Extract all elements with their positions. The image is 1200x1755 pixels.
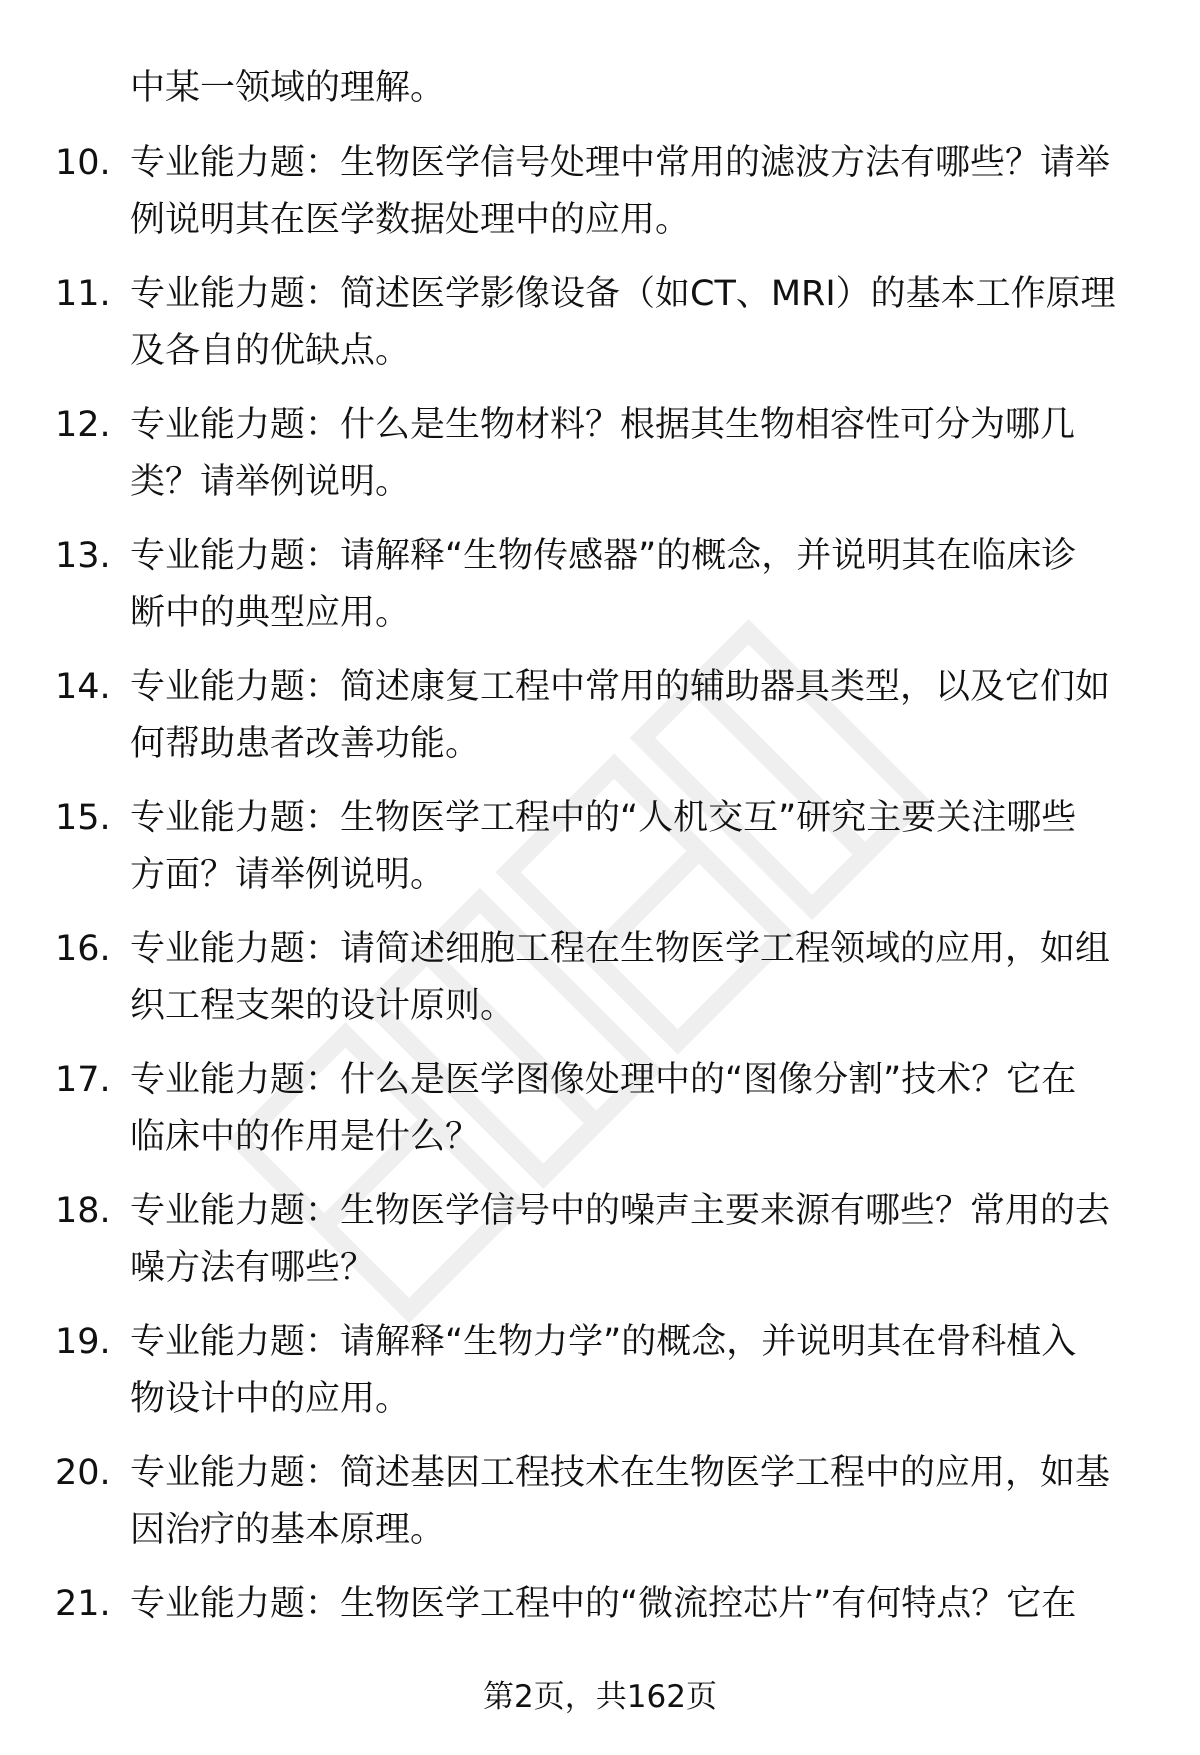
question-text: 断中的典型应用。 <box>130 593 411 633</box>
question-number: 17. <box>55 1060 111 1100</box>
list-item <box>0 1445 1200 1576</box>
list-item <box>0 659 1200 790</box>
question-text: 专业能力题：请解释“生物传感器”的概念，并说明其在临床诊 <box>130 536 1077 576</box>
question-number: 10. <box>55 143 111 183</box>
list-item <box>0 1314 1200 1445</box>
question-text: 专业能力题：简述康复工程中常用的辅助器具类型，以及它们如 <box>130 667 1111 707</box>
list-item <box>0 528 1200 659</box>
question-text: 专业能力题：生物医学信号中的噪声主要来源有哪些？常用的去 <box>130 1191 1111 1231</box>
question-number: 19. <box>55 1322 111 1362</box>
question-text: 例说明其在医学数据处理中的应用。 <box>130 200 691 240</box>
question-number: 16. <box>55 929 111 969</box>
question-text: 专业能力题：生物医学工程中的“微流控芯片”有何特点？它在 <box>130 1584 1077 1624</box>
question-number: 18. <box>55 1191 111 1231</box>
question-number: 15. <box>55 798 111 838</box>
question-number: 21. <box>55 1584 111 1624</box>
list-item <box>0 1183 1200 1314</box>
question-text: 专业能力题：请解释“生物力学”的概念，并说明其在骨科植入 <box>130 1322 1077 1362</box>
question-text: 物设计中的应用。 <box>130 1379 411 1419</box>
question-number: 12. <box>55 405 111 445</box>
question-text: 专业能力题：什么是生物材料？根据其生物相容性可分为哪几 <box>130 405 1076 445</box>
question-text: 何帮助患者改善功能。 <box>130 724 481 764</box>
question-text: 类？请举例说明。 <box>130 462 411 502</box>
list-item <box>0 266 1200 397</box>
question-text: 因治疗的基本原理。 <box>130 1510 446 1550</box>
question-text: 专业能力题：简述基因工程技术在生物医学工程中的应用，如基 <box>130 1453 1111 1493</box>
question-number: 14. <box>55 667 111 707</box>
question-text: 及各自的优缺点。 <box>130 331 411 371</box>
list-item <box>0 921 1200 1052</box>
question-text: 专业能力题：什么是医学图像处理中的“图像分割”技术？它在 <box>130 1060 1077 1100</box>
question-text: 织工程支架的设计原则。 <box>130 986 516 1026</box>
question-text: 临床中的作用是什么？ <box>130 1117 481 1157</box>
question-text: 噪方法有哪些？ <box>130 1248 376 1288</box>
question-list <box>0 135 1200 1707</box>
question-number: 11. <box>55 274 111 314</box>
continuation-text: 中某一领域的理解。 <box>130 68 446 108</box>
question-number: 20. <box>55 1453 111 1493</box>
question-text: 专业能力题：请简述细胞工程在生物医学工程领域的应用，如组 <box>130 929 1111 969</box>
list-item <box>0 135 1200 266</box>
question-text: 方面？请举例说明。 <box>130 855 446 895</box>
question-text: 专业能力题：生物医学信号处理中常用的滤波方法有哪些？请举 <box>130 143 1111 183</box>
list-item <box>0 397 1200 528</box>
question-number: 13. <box>55 536 111 576</box>
question-text: 专业能力题：简述医学影像设备（如CT、MRI）的基本工作原理 <box>130 274 1116 314</box>
page-number-footer: 第2页，共162页 <box>483 1679 717 1715</box>
list-item <box>0 1052 1200 1183</box>
list-item <box>0 790 1200 921</box>
question-text: 专业能力题：生物医学工程中的“人机交互”研究主要关注哪些 <box>130 798 1077 838</box>
